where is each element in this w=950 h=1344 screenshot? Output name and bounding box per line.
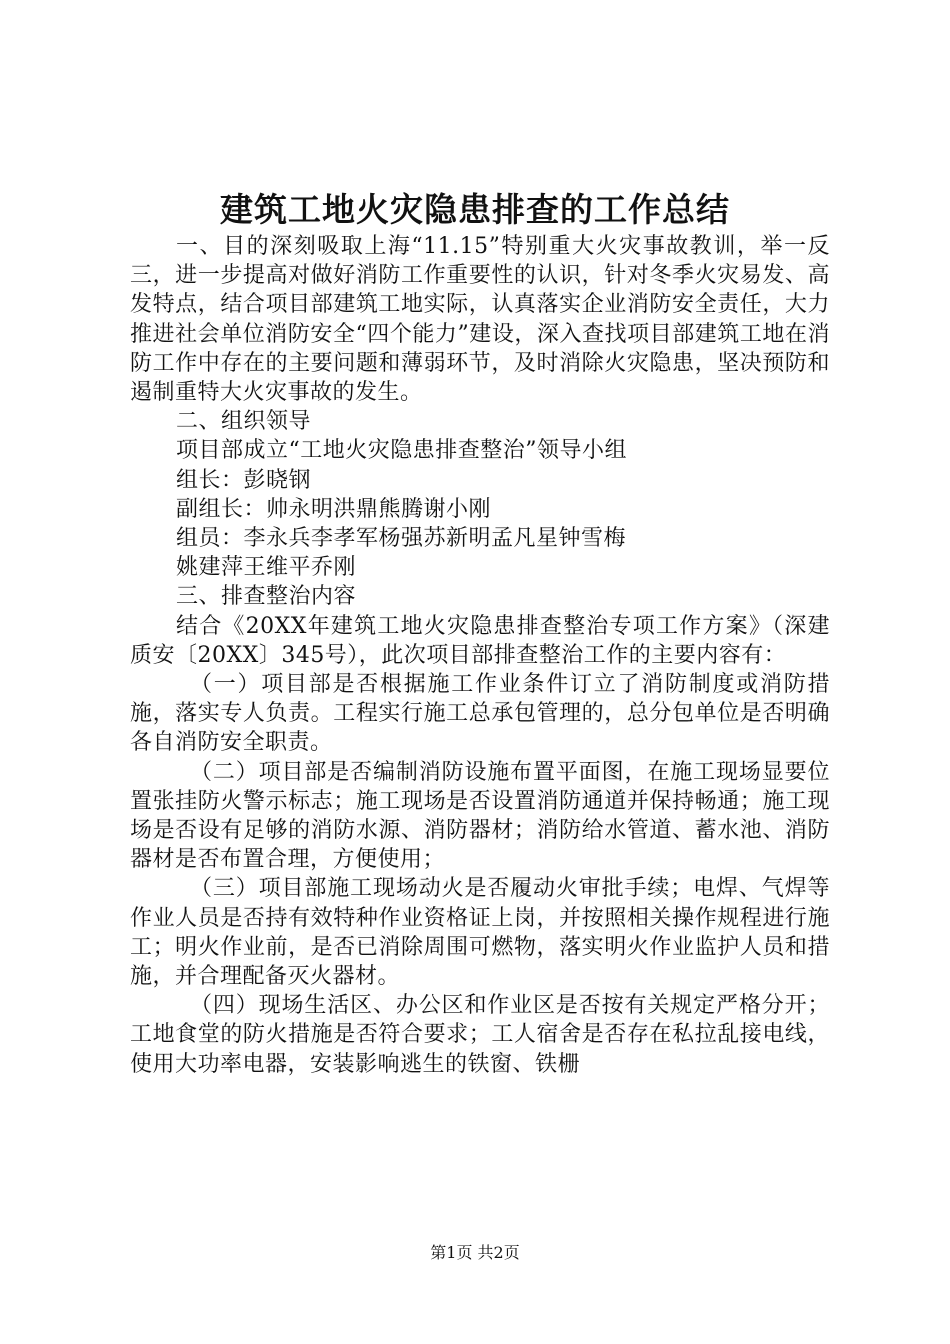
document-body bbox=[130, 232, 830, 1079]
heading-organization: 二、组织领导 bbox=[176, 409, 312, 435]
paragraph-members: 组员：李永兵李孝军杨强苏新明孟凡星钟雪梅 bbox=[176, 526, 627, 552]
paragraph-members-continued: 姚建萍王维平乔刚 bbox=[176, 555, 357, 581]
paragraph-leading-group: 项目部成立“工地火灾隐患排查整治”领导小组 bbox=[176, 438, 627, 464]
paragraph-item-3: （三）项目部施工现场动火是否履动火审批手续；电焊、气焊等作业人员是否持有效特种作业资格证上岗，并按照相关操作规程进行施工；明火作业前，是否已消除周围可燃物，落实明火作业监护人员和措施，并合理配备灭火器材。 bbox=[130, 876, 830, 990]
paragraph-item-4: （四）现场生活区、办公区和作业区是否按有关规定严格分开；工地食堂的防火措施是否符合要求；工人宿舍是否存在私拉乱接电线，使用大功率电器，安装影响逃生的铁窗、铁栅 bbox=[130, 993, 830, 1077]
heading-inspection-content: 三、排查整治内容 bbox=[176, 584, 357, 610]
document-title: 建筑工地火灾隐患排查的工作总结 bbox=[220, 190, 730, 229]
paragraph-deputy-leaders: 副组长：帅永明洪鼎熊腾谢小刚 bbox=[176, 496, 492, 522]
paragraph-item-1: （一）项目部是否根据施工作业条件订立了消防制度或消防措施，落实专人负责。工程实行施工总承包管理的，总分包单位是否明确各自消防安全职责。 bbox=[130, 672, 830, 756]
paragraph-group-leader: 组长：彭晓钢 bbox=[176, 467, 312, 493]
paragraph-item-2: （二）项目部是否编制消防设施布置平面图，在施工现场显要位置张挂防火警示标志；施工现场是否设置消防通道并保持畅通；施工现场是否设有足够的消防水源、消防器材；消防给水管道、蓄水池、消防器材是否布置合理，方便使用； bbox=[130, 759, 830, 873]
page-footer: 第1页 共2页 bbox=[430, 1243, 520, 1262]
paragraph-purpose: 一、目的深刻吸取上海“11.15”特别重大火灾事故教训，举一反三，进一步提高对做好消防工作重要性的认识，针对冬季火灾易发、高发特点，结合项目部建筑工地实际，认真落实企业消防安全责任，大力推进社会单位消防安全“四个能力”建设，深入查找项目部建筑工地在消防工作中存在的主要问题和薄弱环节，及时消除火灾隐患，坚决预防和遏制重特大火灾事故的发生。 bbox=[130, 234, 830, 406]
paragraph-inspection-intro: 结合《20XX年建筑工地火灾隐患排查整治专项工作方案》（深建质安〔20XX〕345号），此次项目部排查整治工作的主要内容有： bbox=[130, 613, 830, 668]
